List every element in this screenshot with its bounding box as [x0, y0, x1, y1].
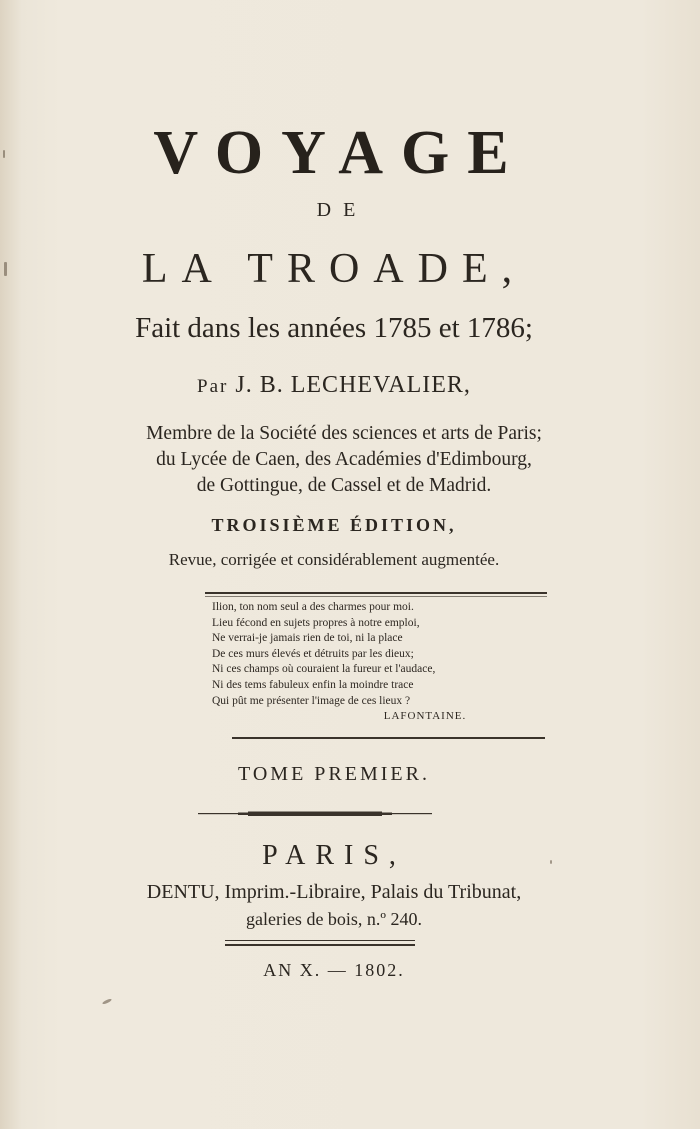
paper-blemish: [550, 860, 552, 864]
imprint-city: PARIS,: [262, 840, 406, 871]
membership-line: de Gottingue, de Cassel et de Madrid.: [196, 475, 492, 496]
epigraph-verse: Ilion, ton nom seul a des charmes pour moi.: [212, 601, 414, 613]
epigraph-verse: Ni ces champs où couraient la fureur et l'audace,: [212, 663, 436, 676]
imprint-publisher: DENTU, Imprim.-Libraire, Palais du Tribunat,: [146, 881, 522, 903]
book-subject: LA TROADE,: [141, 246, 527, 292]
paper-blemish: [3, 150, 5, 158]
epigraph-bottom-rule: [232, 737, 545, 739]
epigraph: [212, 600, 542, 725]
author-name: J. B. LECHEVALIER,: [235, 372, 471, 398]
travel-dates-line: Fait dans les années 1785 et 1786;: [135, 312, 533, 344]
revision-statement: Revue, corrigée et considérablement augmentée.: [168, 550, 500, 569]
imprint-double-rule-bottom: [225, 944, 415, 946]
title-connector: DE: [316, 199, 368, 221]
paper-blemish: [102, 998, 112, 1005]
membership-line: du Lycée de Caen, des Académies d'Edimbourg,: [156, 449, 532, 470]
epigraph-top-thin-rule: [205, 596, 547, 597]
volume-label: TOME PREMIER.: [238, 763, 430, 785]
ornamental-rule: [198, 810, 432, 818]
epigraph-attribution: LAFONTAINE.: [383, 710, 467, 723]
book-title: VOYAGE: [153, 119, 527, 187]
membership-line: Membre de la Société des sciences et arts de Paris;: [146, 423, 542, 444]
epigraph-verse: De ces murs élevés et détruits par les dieux;: [212, 647, 414, 660]
epigraph-verse: Qui pût me présenter l'image de ces lieux ?: [212, 694, 411, 707]
epigraph-verse: Ni des tems fabuleux enfin la moindre trace: [212, 678, 414, 691]
imprint-address: galeries de bois, n.º 240.: [245, 909, 423, 929]
imprint-date: AN X. — 1802.: [263, 960, 405, 980]
author-line: [14, 373, 654, 397]
epigraph-verse: Ne verrai-je jamais rien de toi, ni la place: [212, 632, 403, 645]
epigraph-top-rule: [205, 592, 547, 594]
paper-blemish: [4, 262, 7, 276]
epigraph-verse: Lieu fécond en sujets propres à notre emploi,: [212, 616, 420, 629]
imprint-double-rule-top: [225, 940, 415, 941]
author-prefix: Par: [197, 376, 229, 397]
edition-statement: TROISIÈME ÉDITION,: [211, 515, 457, 535]
